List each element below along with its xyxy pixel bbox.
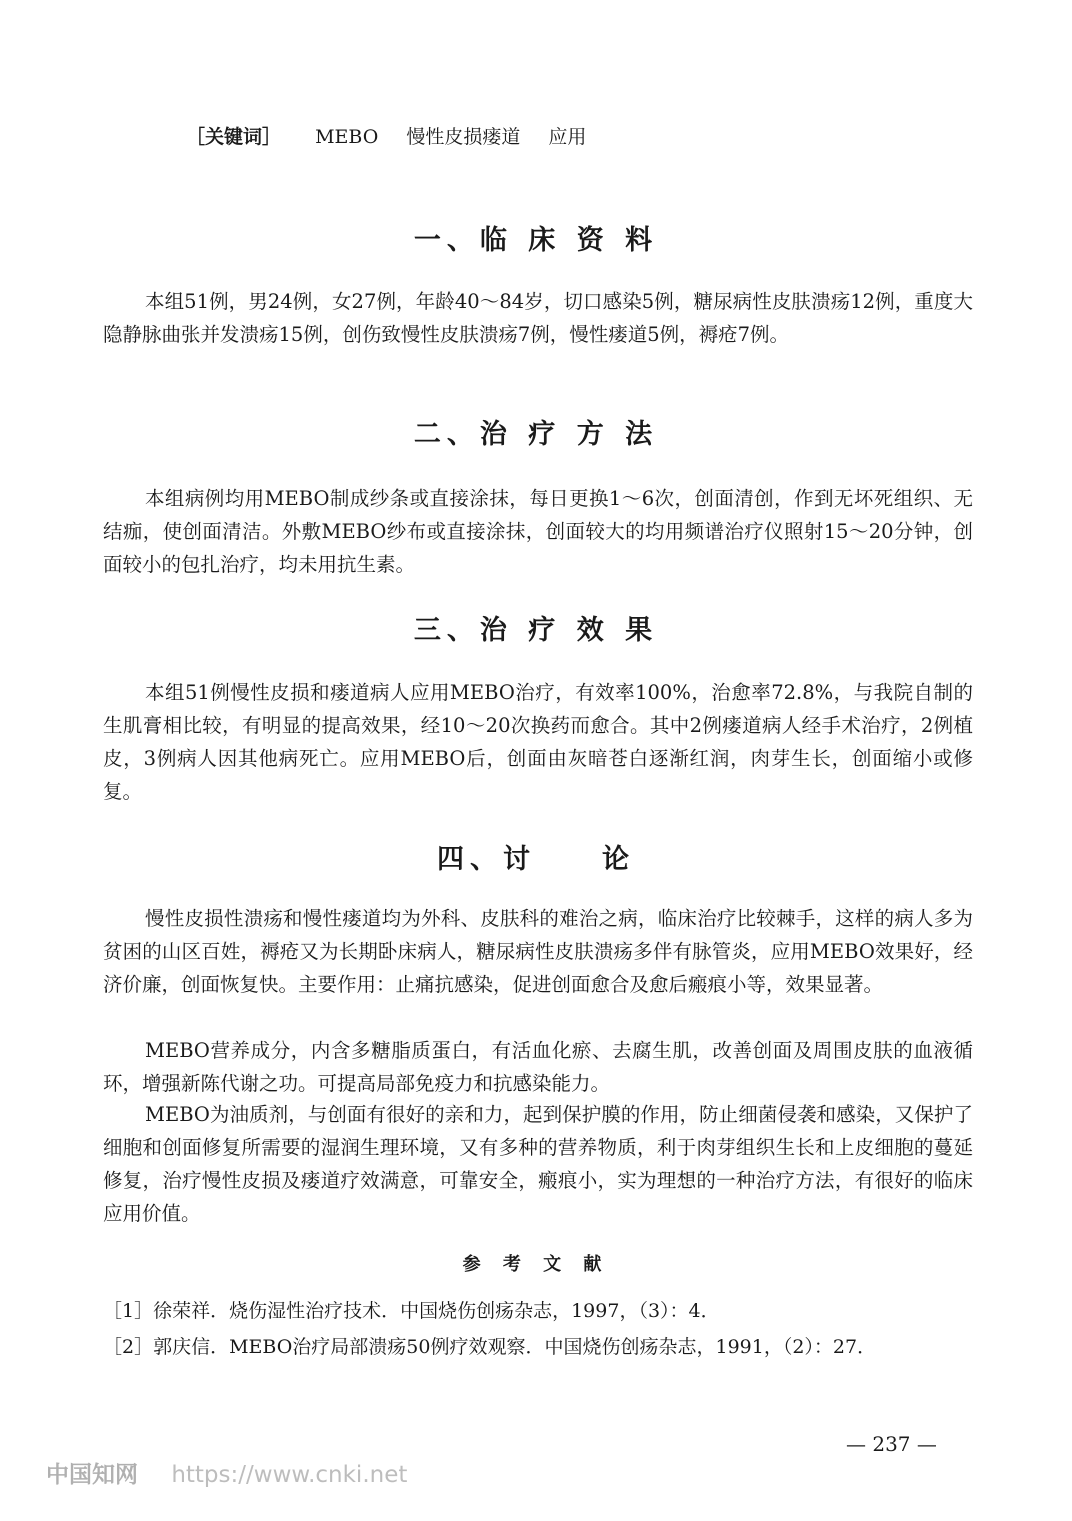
- keyword: MEBO: [315, 126, 379, 148]
- keyword: 应用: [548, 126, 587, 148]
- references-title: 参 考 文 献: [462, 1254, 610, 1275]
- watermark-url: https://www.cnki.net: [171, 1462, 408, 1488]
- paragraph: 慢性皮损性溃疡和慢性瘘道均为外科、皮肤科的难治之病，临床治疗比较棘手，这样的病人多为贫困的山区百姓，褥疮又为长期卧床病人，糖尿病性皮肤溃疡多伴有脉管炎，应用MEBO效果好，经济价廉，创面恢复快。主要作用：止痛抗感染，促进创面愈合及愈后瘢痕小等，效果显著。: [103, 907, 973, 996]
- keyword: 慢性皮损瘘道: [406, 126, 521, 148]
- section-title-discussion: 四、讨 论: [437, 844, 635, 875]
- watermark-logo: 中国知网: [46, 1462, 138, 1488]
- keywords-label: ［关键词］: [186, 126, 282, 148]
- watermark: [46, 1456, 407, 1489]
- paragraph: MEBO为油质剂，与创面有很好的亲和力，起到保护膜的作用，防止细菌侵袭和感染，又保护了细胞和创面修复所需要的湿润生理环境，又有多种的营养物质，利于肉芽组织生长和上皮细胞的蔓延修复，治疗慢性皮损及瘘道疗效满意，可靠安全，瘢痕小，实为理想的一种治疗方法，有很好的临床应用价值。: [103, 1103, 973, 1225]
- page-number: — 237 —: [846, 1432, 937, 1456]
- section-title-treatment-results: 三、治 疗 效 果: [413, 615, 659, 646]
- keywords-line: [186, 122, 608, 149]
- section-title-treatment-method: 二、治 疗 方 法: [413, 419, 659, 450]
- paragraph: 本组51例慢性皮损和瘘道病人应用MEBO治疗，有效率100%，治愈率72.8%，与我院自制的生肌膏相比较，有明显的提高效果，经10～20次换药而愈合。其中2例瘘道病人经手术治疗，2例植皮，3例病人因其他病死亡。应用MEBO后，创面由灰暗苍白逐渐红润，肉芽生长，创面缩小或修复。: [103, 681, 973, 803]
- reference-item: ［1］徐荣祥．烧伤湿性治疗技术．中国烧伤创疡杂志，1997，（3）：4．: [103, 1300, 720, 1322]
- paragraph: MEBO营养成分，内含多糖脂质蛋白，有活血化瘀、去腐生肌，改善创面及周围皮肤的血液循环，增强新陈代谢之功。可提高局部免疫力和抗感染能力。: [103, 1039, 973, 1095]
- paragraph: 本组51例，男24例，女27例，年龄40～84岁，切口感染5例，糖尿病性皮肤溃疡12例，重度大隐静脉曲张并发溃疡15例，创伤致慢性皮肤溃疡7例，慢性瘘道5例，褥疮7例。: [103, 290, 973, 346]
- reference-item: ［2］郭庆信．MEBO治疗局部溃疡50例疗效观察．中国烧伤创疡杂志，1991，（2）：27．: [103, 1336, 877, 1358]
- section-title-clinical-data: 一、临 床 资 料: [413, 225, 659, 256]
- paragraph: 本组病例均用MEBO制成纱条或直接涂抹，每日更换1～6次，创面清创，作到无坏死组织、无结痂，使创面清洁。外敷MEBO纱布或直接涂抹，创面较大的均用频谱治疗仪照射15～20分钟，创面较小的包扎治疗，均未用抗生素。: [103, 487, 973, 576]
